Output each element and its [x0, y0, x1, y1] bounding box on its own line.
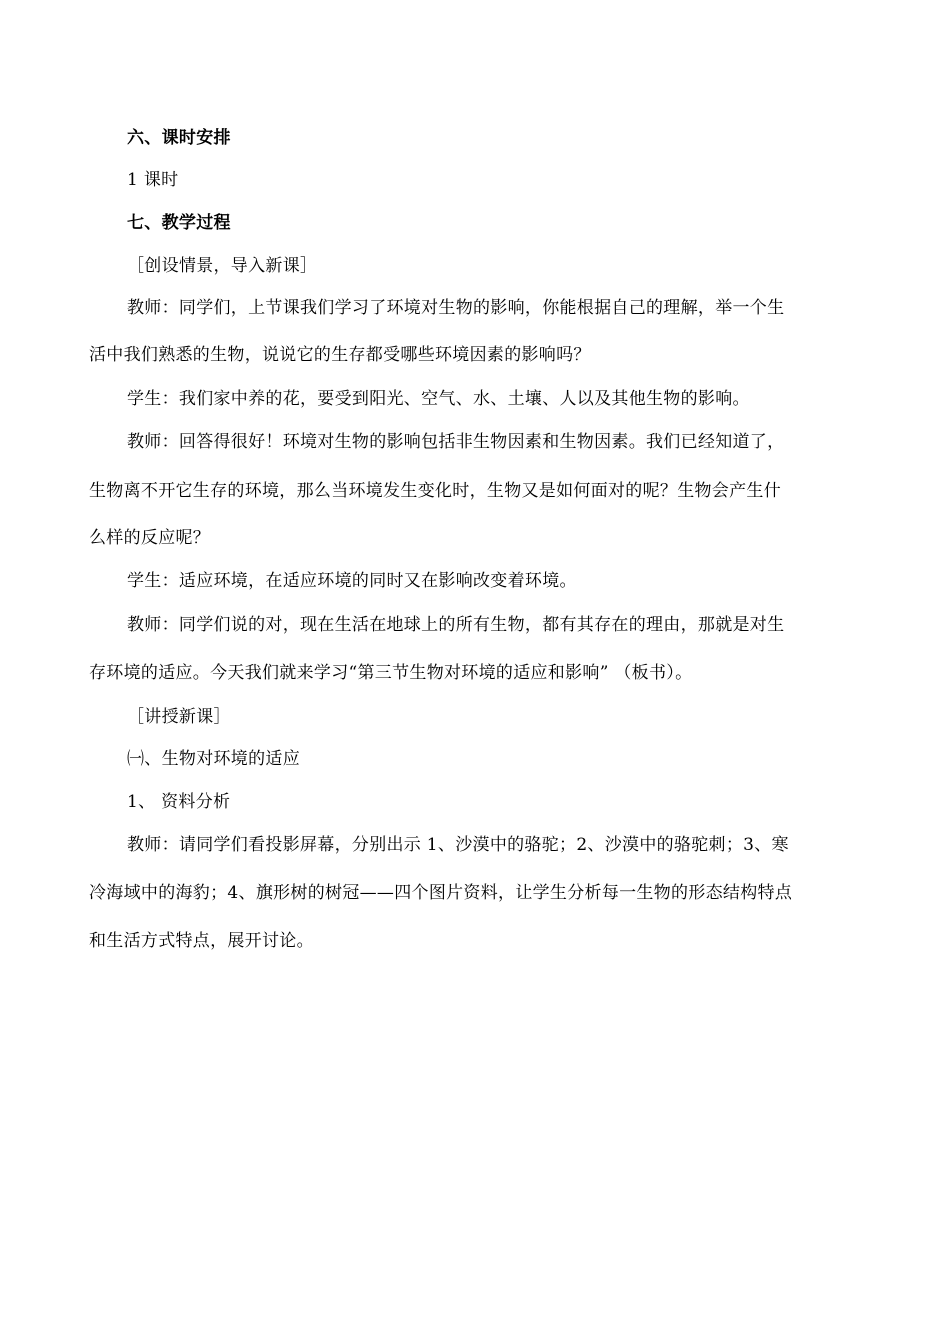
- paragraph-teacher-3-line-2: 存环境的适应。今天我们就来学习“第三节生物对环境的适应和影响” （板书）。: [89, 663, 693, 683]
- intro-tag: ［创设情景，导入新课］: [127, 256, 318, 276]
- new-lesson-tag: ［讲授新课］: [127, 707, 231, 727]
- paragraph-teacher-4-line-1: 教师：请同学们看投影屏幕，分别出示 1、沙漠中的骆驼；2、沙漠中的骆驼刺；3、寒: [127, 835, 789, 855]
- paragraph-teacher-2-line-1: 教师：回答得很好！环境对生物的影响包括非生物因素和生物因素。我们已经知道了，: [127, 432, 785, 452]
- paragraph-teacher-1-line-1: 教师：同学们，上节课我们学习了环境对生物的影响，你能根据自己的理解，举一个生: [127, 298, 785, 318]
- subsection-heading-adaptation: ㈠、生物对环境的适应: [127, 749, 300, 769]
- paragraph-student-2: 学生：适应环境，在适应环境的同时又在影响改变着环境。: [127, 571, 577, 591]
- section-heading-process: 七、教学过程: [127, 213, 231, 233]
- paragraph-student-1: 学生：我们家中养的花，要受到阳光、空气、水、土壤、人以及其他生物的影响。: [127, 389, 750, 409]
- paragraph-teacher-2-line-3: 么样的反应呢？: [89, 528, 211, 548]
- paragraph-teacher-1-line-2: 活中我们熟悉的生物，说说它的生存都受哪些环境因素的影响吗？: [89, 345, 591, 365]
- schedule-text: 1 课时: [127, 170, 179, 190]
- section-heading-schedule: 六、课时安排: [127, 128, 231, 148]
- paragraph-teacher-4-line-3: 和生活方式特点，展开讨论。: [89, 931, 314, 951]
- paragraph-teacher-4-line-2: 冷海域中的海豹；4、旗形树的树冠——四个图片资料，让学生分析每一生物的形态结构特点: [89, 883, 793, 903]
- subsection-item-analysis: 1、 资料分析: [127, 792, 231, 812]
- paragraph-teacher-2-line-2: 生物离不开它生存的环境，那么当环境发生变化时，生物又是如何面对的呢？生物会产生什: [89, 481, 781, 501]
- paragraph-teacher-3-line-1: 教师：同学们说的对，现在生活在地球上的所有生物，都有其存在的理由，那就是对生: [127, 615, 785, 635]
